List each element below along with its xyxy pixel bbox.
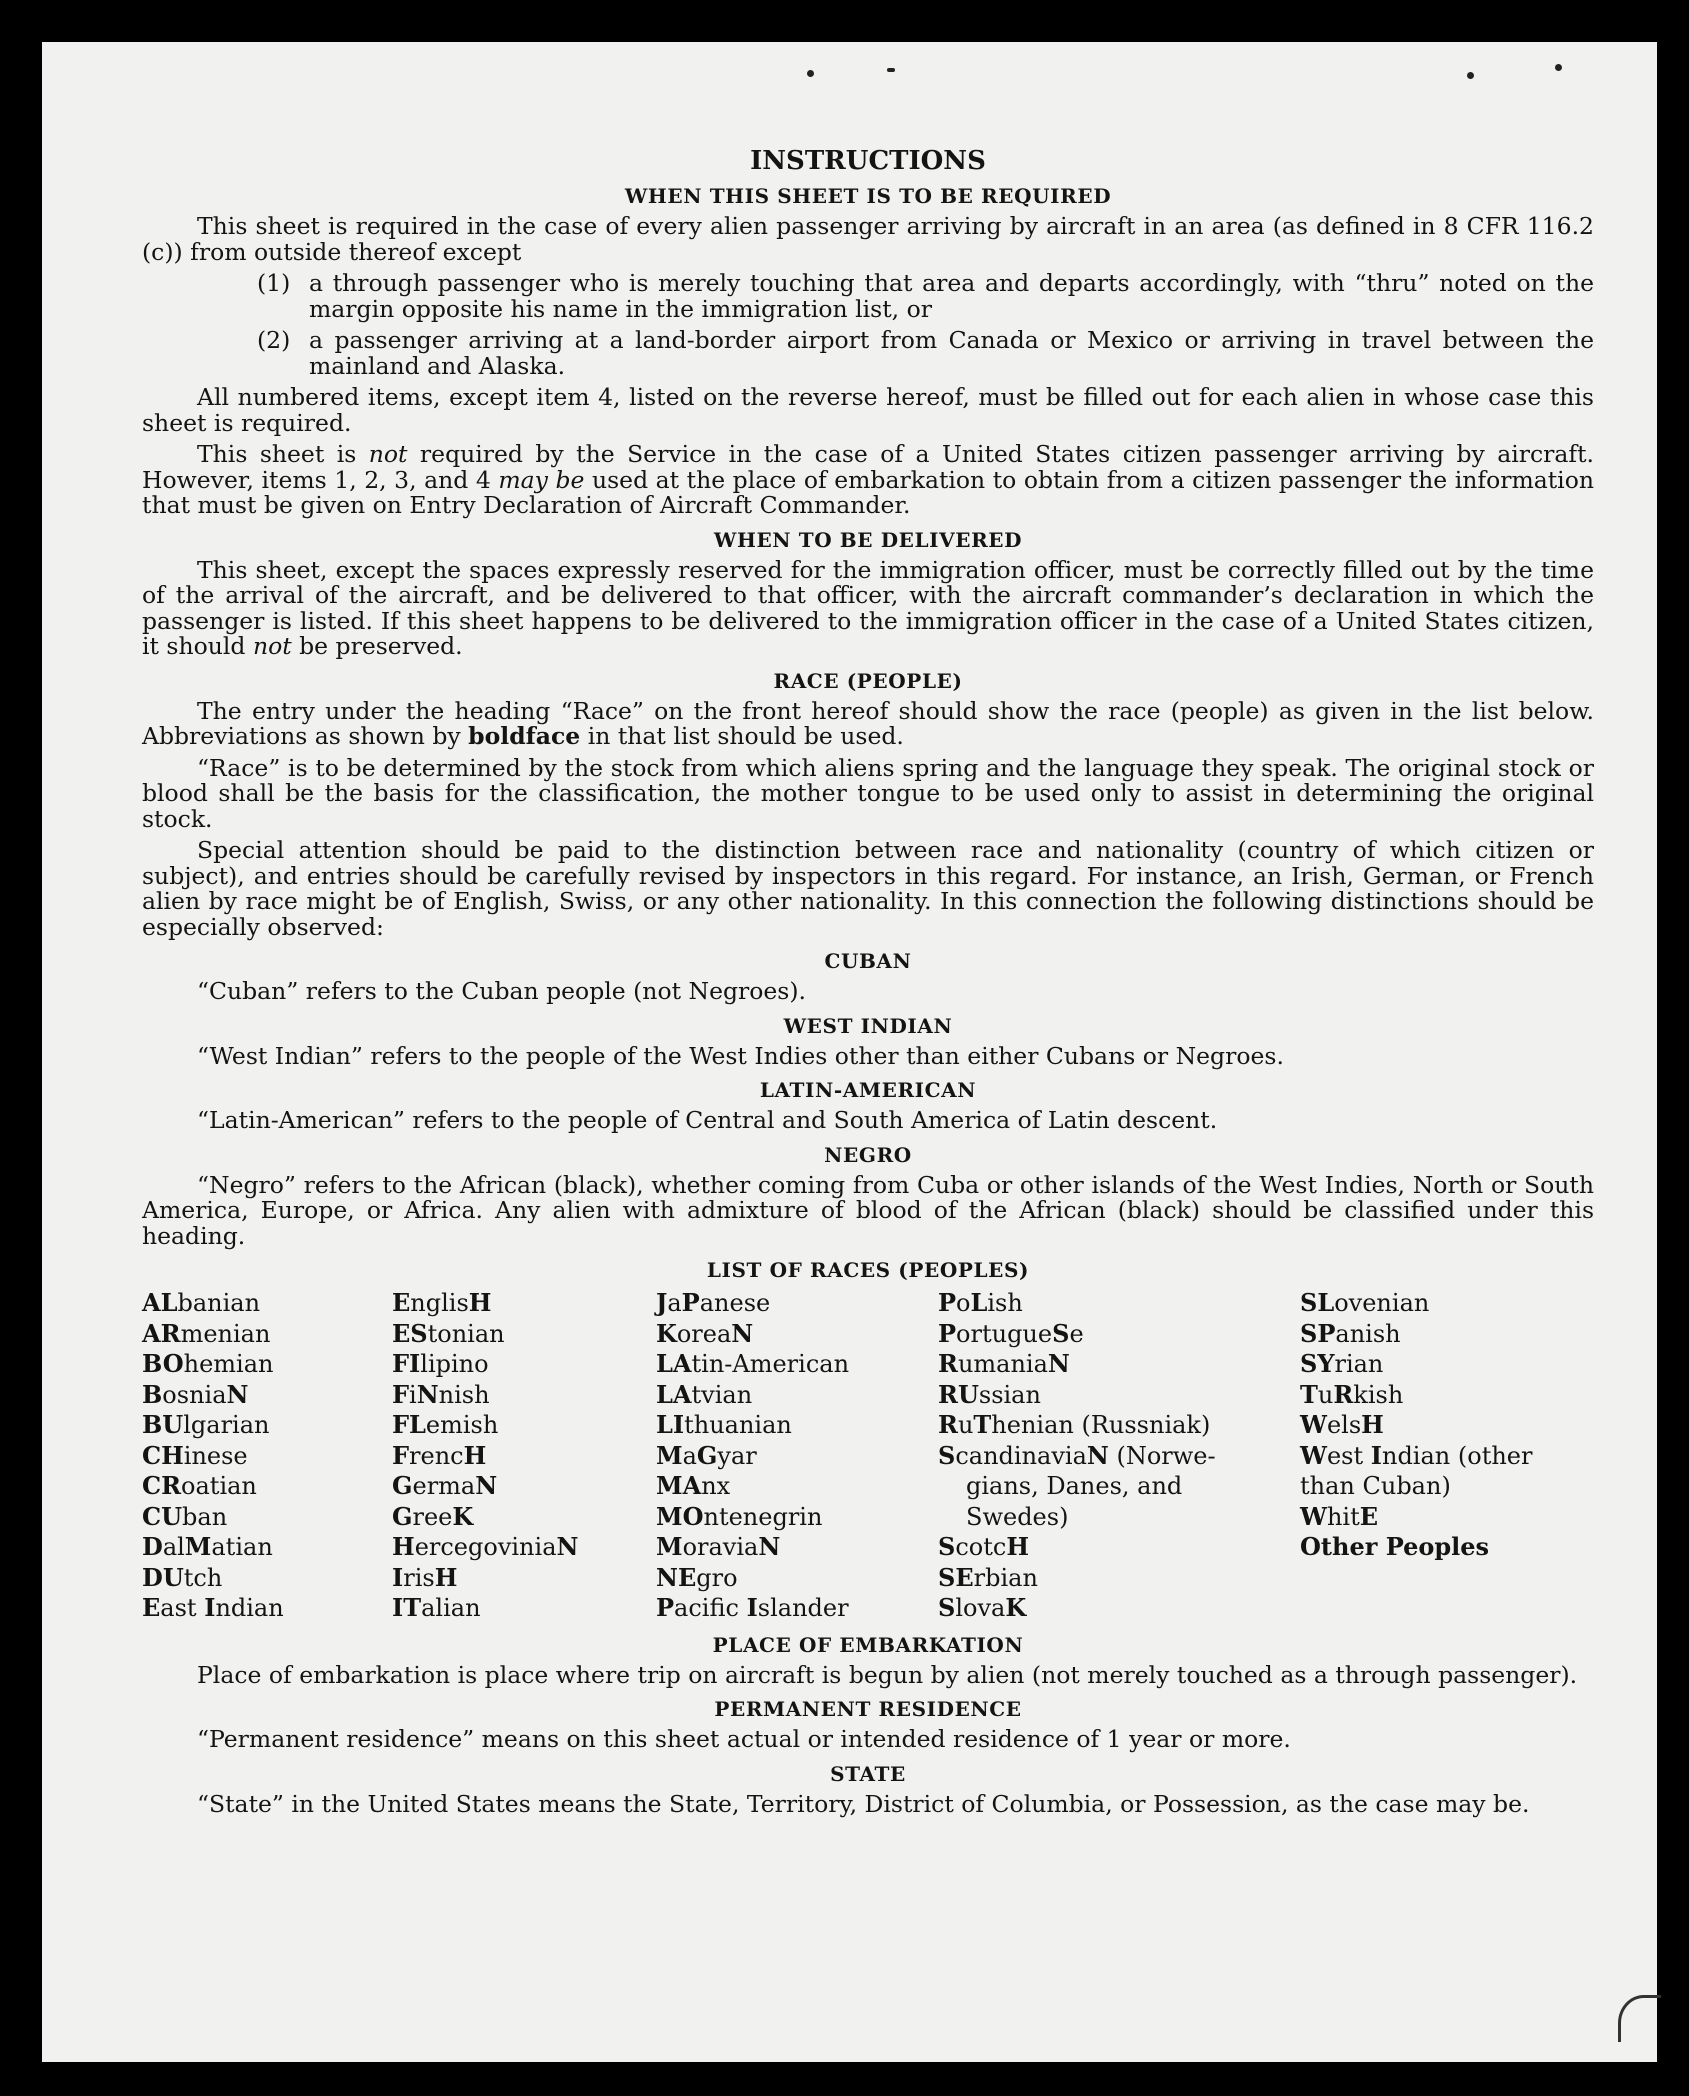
race-entry [1300, 1380, 1594, 1411]
race-text: ortugue [956, 1319, 1053, 1348]
speck [1555, 64, 1562, 71]
when-required-intro: This sheet is required in the case of every alien passenger arriving by aircraft in an area (as defined in 8 CFR 116.2 (c)) from outside thereof except [142, 212, 1594, 266]
race-text: u [1317, 1380, 1334, 1409]
race-entry [656, 1502, 938, 1533]
race-paragraph-2: “Race” is to be determined by the stock from which aliens spring and the language they speak. The original stock or blood shall be the basis for the classification, the mother tongue to be used only to assist in determining the original stock. [142, 753, 1594, 833]
race-entry [656, 1441, 938, 1472]
race-text: erma [412, 1472, 476, 1500]
negro-paragraph: “Negro” refers to the African (black), whether coming from Cuba or other islands of the West Indies, North or South America, Europe, or Africa. Any alien with admixture of blood of the African (black) should be classified under this heading. [142, 1170, 1594, 1250]
race-text: slander [757, 1594, 849, 1622]
race-entry [392, 1502, 656, 1533]
section-heading-embarkation: PLACE OF EMBARKATION [712, 1632, 1024, 1657]
race-abbrev: M [184, 1532, 212, 1561]
race-text: thuanian [684, 1411, 792, 1439]
race-text: lipino [420, 1350, 489, 1378]
race-text: est [1326, 1441, 1371, 1470]
race-entry [142, 1349, 392, 1380]
citizen-paragraph [142, 442, 1594, 519]
race-entry [656, 1349, 938, 1380]
race-abbrev: P [938, 1318, 957, 1348]
race-abbrev: S [938, 1532, 956, 1561]
race-abbrev: I [746, 1593, 758, 1622]
race-abbrev: K [656, 1318, 677, 1348]
race-abbrev: N [226, 1379, 249, 1409]
exception-number: (2) [257, 326, 291, 354]
text-run: The entry under the heading “Race” on the front hereof should show the race (people) as given in the list below. Abbreviations as shown by [142, 696, 1594, 750]
race-abbrev: DU [142, 1562, 184, 1592]
race-entry [656, 1563, 938, 1594]
west-indian-paragraph: “West Indian” refers to the people of the West Indies other than either Cubans or Negroes. [197, 1041, 1284, 1070]
when-delivered-paragraph [142, 555, 1594, 660]
race-entry [392, 1349, 656, 1380]
race-abbrev: S [938, 1440, 956, 1470]
document-body [142, 146, 1594, 1823]
cuban-paragraph: “Cuban” refers to the Cuban people (not Negroes). [197, 977, 807, 1005]
race-text: inese [183, 1441, 248, 1470]
race-text: hit [1326, 1502, 1360, 1531]
section-heading-latin-american: LATIN-AMERICAN [759, 1078, 977, 1102]
race-abbrev: T [973, 1410, 992, 1439]
race-abbrev: CU [142, 1501, 183, 1531]
latin-american-paragraph: “Latin-American” refers to the people of Central and South America of Latin descent. [197, 1106, 1218, 1134]
race-abbrev: FI [392, 1349, 421, 1378]
race-abbrev: FL [392, 1410, 426, 1439]
race-abbrev: N [1047, 1349, 1070, 1378]
race-entry [656, 1319, 938, 1350]
race-abbrev: N [731, 1318, 754, 1348]
race-entry [392, 1410, 656, 1441]
race-entry [656, 1380, 938, 1411]
exception-text: a passenger arriving at a land-border airport from Canada or Mexico or arriving in travel between the mainland and Alaska. [309, 326, 1594, 380]
race-abbrev: CH [142, 1440, 184, 1470]
race-text: banian [177, 1289, 261, 1317]
speck [1467, 72, 1474, 79]
race-text: ast [160, 1594, 205, 1622]
section-heading-list-of-races: LIST OF RACES (PEOPLES) [706, 1258, 1030, 1282]
race-entry [142, 1471, 392, 1502]
race-entry [392, 1563, 656, 1594]
exception-item-2 [142, 328, 1594, 379]
race-abbrev: K [1005, 1593, 1027, 1622]
race-text: al [162, 1533, 185, 1561]
race-text: ercegovinia [414, 1533, 557, 1561]
race-text: renc [409, 1441, 464, 1470]
race-abbrev: D [142, 1532, 163, 1561]
races-column-1 [142, 1288, 392, 1624]
race-entry [142, 1563, 392, 1594]
race-text: tch [183, 1563, 223, 1592]
race-entry [1300, 1410, 1594, 1441]
race-paragraph-1 [142, 696, 1594, 750]
race-entry [1300, 1319, 1594, 1350]
race-entry [938, 1380, 1300, 1411]
race-entry [142, 1410, 392, 1441]
race-text: gro [696, 1563, 738, 1592]
race-abbrev: Other Peoples [1300, 1532, 1490, 1561]
race-abbrev: E [142, 1593, 161, 1622]
race-text: yar [717, 1441, 757, 1470]
race-abbrev: R [938, 1349, 958, 1378]
race-abbrev: RU [938, 1379, 979, 1409]
race-entry [656, 1288, 938, 1319]
race-abbrev: H [434, 1562, 458, 1592]
race-entry: than Cuban) [1300, 1472, 1451, 1500]
page-title: INSTRUCTIONS [750, 146, 986, 176]
race-abbrev: H [392, 1532, 415, 1561]
race-text: oatian [181, 1472, 257, 1500]
race-text: tin-American [691, 1350, 850, 1378]
race-entry [938, 1288, 1300, 1319]
race-abbrev: N [475, 1471, 498, 1500]
text-run: required by the Service in the case of a United States citizen passenger arriving by aircraft. However, items 1, 2, 3, and 4 [142, 440, 1594, 494]
text-run: used at the place of embarkation to obtain from a citizen passenger the information that must be given on Entry Declaration of Aircraft Commander. [142, 465, 1594, 519]
race-abbrev: H [1006, 1532, 1030, 1561]
race-text: cotc [955, 1533, 1007, 1561]
race-abbrev: H [1361, 1410, 1384, 1439]
race-text: ree [412, 1502, 453, 1531]
race-abbrev: SE [938, 1562, 974, 1592]
race-abbrev: N [1086, 1440, 1109, 1470]
race-abbrev: SP [1300, 1318, 1336, 1348]
race-abbrev: CR [142, 1471, 182, 1500]
section-heading-race: RACE (PEOPLE) [773, 668, 963, 693]
race-text: lgarian [183, 1411, 270, 1439]
race-entry [392, 1441, 656, 1472]
race-text: rbian [973, 1563, 1038, 1592]
race-abbrev: K [452, 1501, 474, 1531]
race-abbrev: LA [656, 1379, 692, 1409]
race-text: nx [701, 1472, 731, 1500]
race-text: alian [421, 1594, 481, 1622]
race-abbrev: LA [656, 1349, 692, 1378]
race-text: atian [211, 1533, 273, 1561]
race-abbrev: R [938, 1410, 958, 1439]
exception-text: a through passenger who is merely touching that area and departs accordingly, with “thru” noted on the margin opposite his name in the immigration list, or [309, 269, 1594, 323]
race-entry [938, 1349, 1300, 1380]
races-column-5 [1300, 1288, 1594, 1624]
race-text: a [667, 1289, 682, 1317]
race-abbrev: L [970, 1288, 988, 1317]
text-run: This sheet, except the spaces expressly reserved for the immigration officer, must be correctly filled out by the time of the arrival of the aircraft, and be delivered to that officer, with the aircraft commander’s declaration in which the passenger is listed. If this sheet happens to be delivered to the immigration officer in the case of a United States citizen, it should [142, 555, 1594, 660]
numbered-items-paragraph: All numbered items, except item 4, listed on the reverse hereof, must be filled out for each alien in whose case this sheet is required. [142, 383, 1594, 437]
race-text: u [957, 1411, 974, 1439]
speck [807, 70, 814, 77]
race-text: nglis [410, 1289, 469, 1317]
race-abbrev: E [392, 1288, 411, 1317]
race-entry [938, 1563, 1300, 1594]
race-abbrev: E [1359, 1501, 1379, 1531]
race-entry [938, 1593, 1300, 1624]
race-abbrev: P [656, 1593, 675, 1622]
race-abbrev: SY [1300, 1349, 1335, 1378]
residence-paragraph: “Permanent residence” means on this sheet actual or intended residence of 1 year or more. [197, 1725, 1291, 1753]
race-abbrev: G [696, 1440, 718, 1470]
race-text: ssian [978, 1380, 1041, 1409]
race-text: osnia [162, 1380, 227, 1409]
section-heading-west-indian: WEST INDIAN [783, 1013, 953, 1038]
race-abbrev: H [463, 1440, 487, 1470]
race-abbrev: I [204, 1593, 216, 1622]
race-entry [142, 1380, 392, 1411]
race-entry [656, 1471, 938, 1502]
race-text: henian (Russniak) [991, 1411, 1211, 1439]
race-abbrev: NE [656, 1562, 697, 1592]
race-text: anese [699, 1289, 771, 1317]
race-text: ovenian [1334, 1289, 1430, 1317]
race-text: ris [403, 1563, 435, 1592]
race-abbrev: ES [392, 1318, 428, 1348]
race-text: tonian [427, 1319, 505, 1348]
race-abbrev: M [656, 1440, 683, 1470]
race-text: hemian [183, 1350, 274, 1378]
race-text: umania [957, 1350, 1048, 1378]
exception-item-1 [142, 271, 1594, 322]
race-entry [392, 1380, 656, 1411]
race-entry [1300, 1349, 1594, 1380]
bold-run: boldface [468, 722, 581, 750]
race-text: candinavia [955, 1441, 1087, 1470]
race-entry: gians, Danes, and [966, 1472, 1183, 1500]
race-abbrev: H [468, 1288, 492, 1317]
race-text: ntenegrin [703, 1502, 823, 1531]
race-text: els [1326, 1411, 1362, 1439]
race-entry [392, 1288, 656, 1319]
races-list [142, 1288, 1594, 1624]
race-abbrev: T [1300, 1379, 1318, 1409]
race-text: orea [676, 1319, 732, 1348]
race-text: a [682, 1441, 697, 1470]
race-abbrev: F [392, 1379, 410, 1409]
race-entry [392, 1532, 656, 1563]
race-text: e [1069, 1319, 1084, 1348]
speck [887, 68, 895, 72]
races-column-2 [392, 1288, 656, 1624]
race-text: rian [1334, 1350, 1384, 1378]
text-run: be preserved. [291, 632, 463, 660]
race-abbrev: IT [392, 1593, 422, 1622]
race-abbrev: AL [142, 1288, 178, 1317]
race-entry [142, 1288, 392, 1319]
race-abbrev: BU [142, 1410, 184, 1439]
race-abbrev: I [392, 1562, 404, 1592]
race-abbrev: M [656, 1532, 683, 1561]
section-heading-residence: PERMANENT RESIDENCE [714, 1697, 1022, 1721]
section-heading-negro: NEGRO [824, 1142, 912, 1167]
race-text: acific [674, 1594, 747, 1622]
race-entry [938, 1532, 1300, 1563]
race-abbrev: B [142, 1379, 163, 1409]
race-entry [142, 1532, 392, 1563]
race-entry [938, 1410, 1300, 1441]
race-abbrev: W [1300, 1440, 1327, 1470]
race-paragraph-3: Special attention should be paid to the distinction between race and nationality (country of which citizen or subject), and entries should be carefully revised by inspectors in this regard. For instance, an Irish, German, or French alien by race might be of English, Swiss, or any other nationality. In this connection the following distinctions should be especially observed: [142, 836, 1594, 941]
race-entry [392, 1471, 656, 1502]
race-text: lova [955, 1594, 1006, 1622]
race-entry [392, 1319, 656, 1350]
section-heading-when-required: WHEN THIS SHEET IS TO BE REQUIRED [624, 184, 1112, 208]
race-abbrev: W [1300, 1410, 1327, 1439]
races-column-4 [938, 1288, 1300, 1624]
race-entry [142, 1502, 392, 1533]
race-abbrev: AR [142, 1318, 181, 1348]
section-heading-when-delivered: WHEN TO BE DELIVERED [713, 527, 1023, 552]
race-abbrev: BO [142, 1349, 184, 1378]
race-abbrev: N [758, 1532, 781, 1561]
race-text: menian [180, 1319, 271, 1348]
race-entry [1300, 1502, 1594, 1533]
italic-run: not [252, 632, 292, 660]
race-abbrev: P [938, 1288, 957, 1317]
races-column-3 [656, 1288, 938, 1624]
race-abbrev: S [1052, 1318, 1070, 1348]
race-text: i [409, 1380, 417, 1409]
race-text: ban [182, 1502, 228, 1531]
race-entry [1300, 1288, 1594, 1319]
race-entry [656, 1593, 938, 1624]
race-entry [142, 1441, 392, 1472]
page-curl [1618, 1995, 1661, 2042]
race-abbrev: P [681, 1288, 700, 1317]
italic-run: may be [498, 465, 585, 494]
race-text: kish [1353, 1380, 1404, 1409]
race-entry [142, 1319, 392, 1350]
section-heading-state: STATE [830, 1761, 906, 1786]
race-entry [1300, 1441, 1594, 1472]
race-entry: Swedes) [966, 1502, 1069, 1531]
race-entry [1300, 1532, 1594, 1563]
italic-run: not [368, 440, 408, 468]
race-abbrev: G [392, 1471, 413, 1500]
text-run: in that list should be used. [580, 722, 904, 750]
race-abbrev: S [938, 1593, 956, 1622]
race-abbrev: N [416, 1379, 439, 1409]
race-text: nish [438, 1380, 490, 1409]
race-abbrev: I [1370, 1440, 1382, 1470]
race-entry [938, 1441, 1300, 1472]
race-text: o [956, 1289, 971, 1317]
race-entry [392, 1593, 656, 1624]
embarkation-paragraph: Place of embarkation is place where trip on aircraft is begun by alien (not merely touched as a through passenger). [197, 1660, 1578, 1689]
race-abbrev: W [1300, 1501, 1327, 1531]
race-entry [656, 1532, 938, 1563]
exception-number: (1) [257, 269, 291, 297]
race-text: anish [1335, 1319, 1401, 1348]
race-text: oravia [682, 1533, 759, 1561]
race-abbrev: SL [1300, 1288, 1335, 1317]
race-abbrev: MA [656, 1471, 702, 1500]
race-abbrev: G [392, 1501, 413, 1531]
race-entry [938, 1319, 1300, 1350]
race-entry [142, 1593, 392, 1624]
race-abbrev: MO [656, 1501, 704, 1531]
race-abbrev: F [392, 1440, 410, 1470]
race-text: emish [425, 1411, 499, 1439]
document-page [42, 42, 1657, 2062]
race-abbrev: R [1333, 1379, 1354, 1409]
race-abbrev: N [556, 1532, 579, 1561]
text-run: This sheet is [197, 440, 369, 468]
race-text: ndian [215, 1594, 284, 1622]
race-abbrev: J [656, 1288, 668, 1317]
race-text: (Norwe- [1108, 1441, 1216, 1470]
race-entry [656, 1410, 938, 1441]
race-text: ish [987, 1289, 1023, 1317]
race-text: ndian (other [1381, 1441, 1533, 1470]
race-abbrev: LI [656, 1410, 685, 1439]
section-heading-cuban: CUBAN [824, 949, 912, 973]
state-paragraph: “State” in the United States means the State, Territory, District of Columbia, or Possession, as the case may be. [197, 1789, 1530, 1818]
race-text: tvian [691, 1380, 753, 1409]
